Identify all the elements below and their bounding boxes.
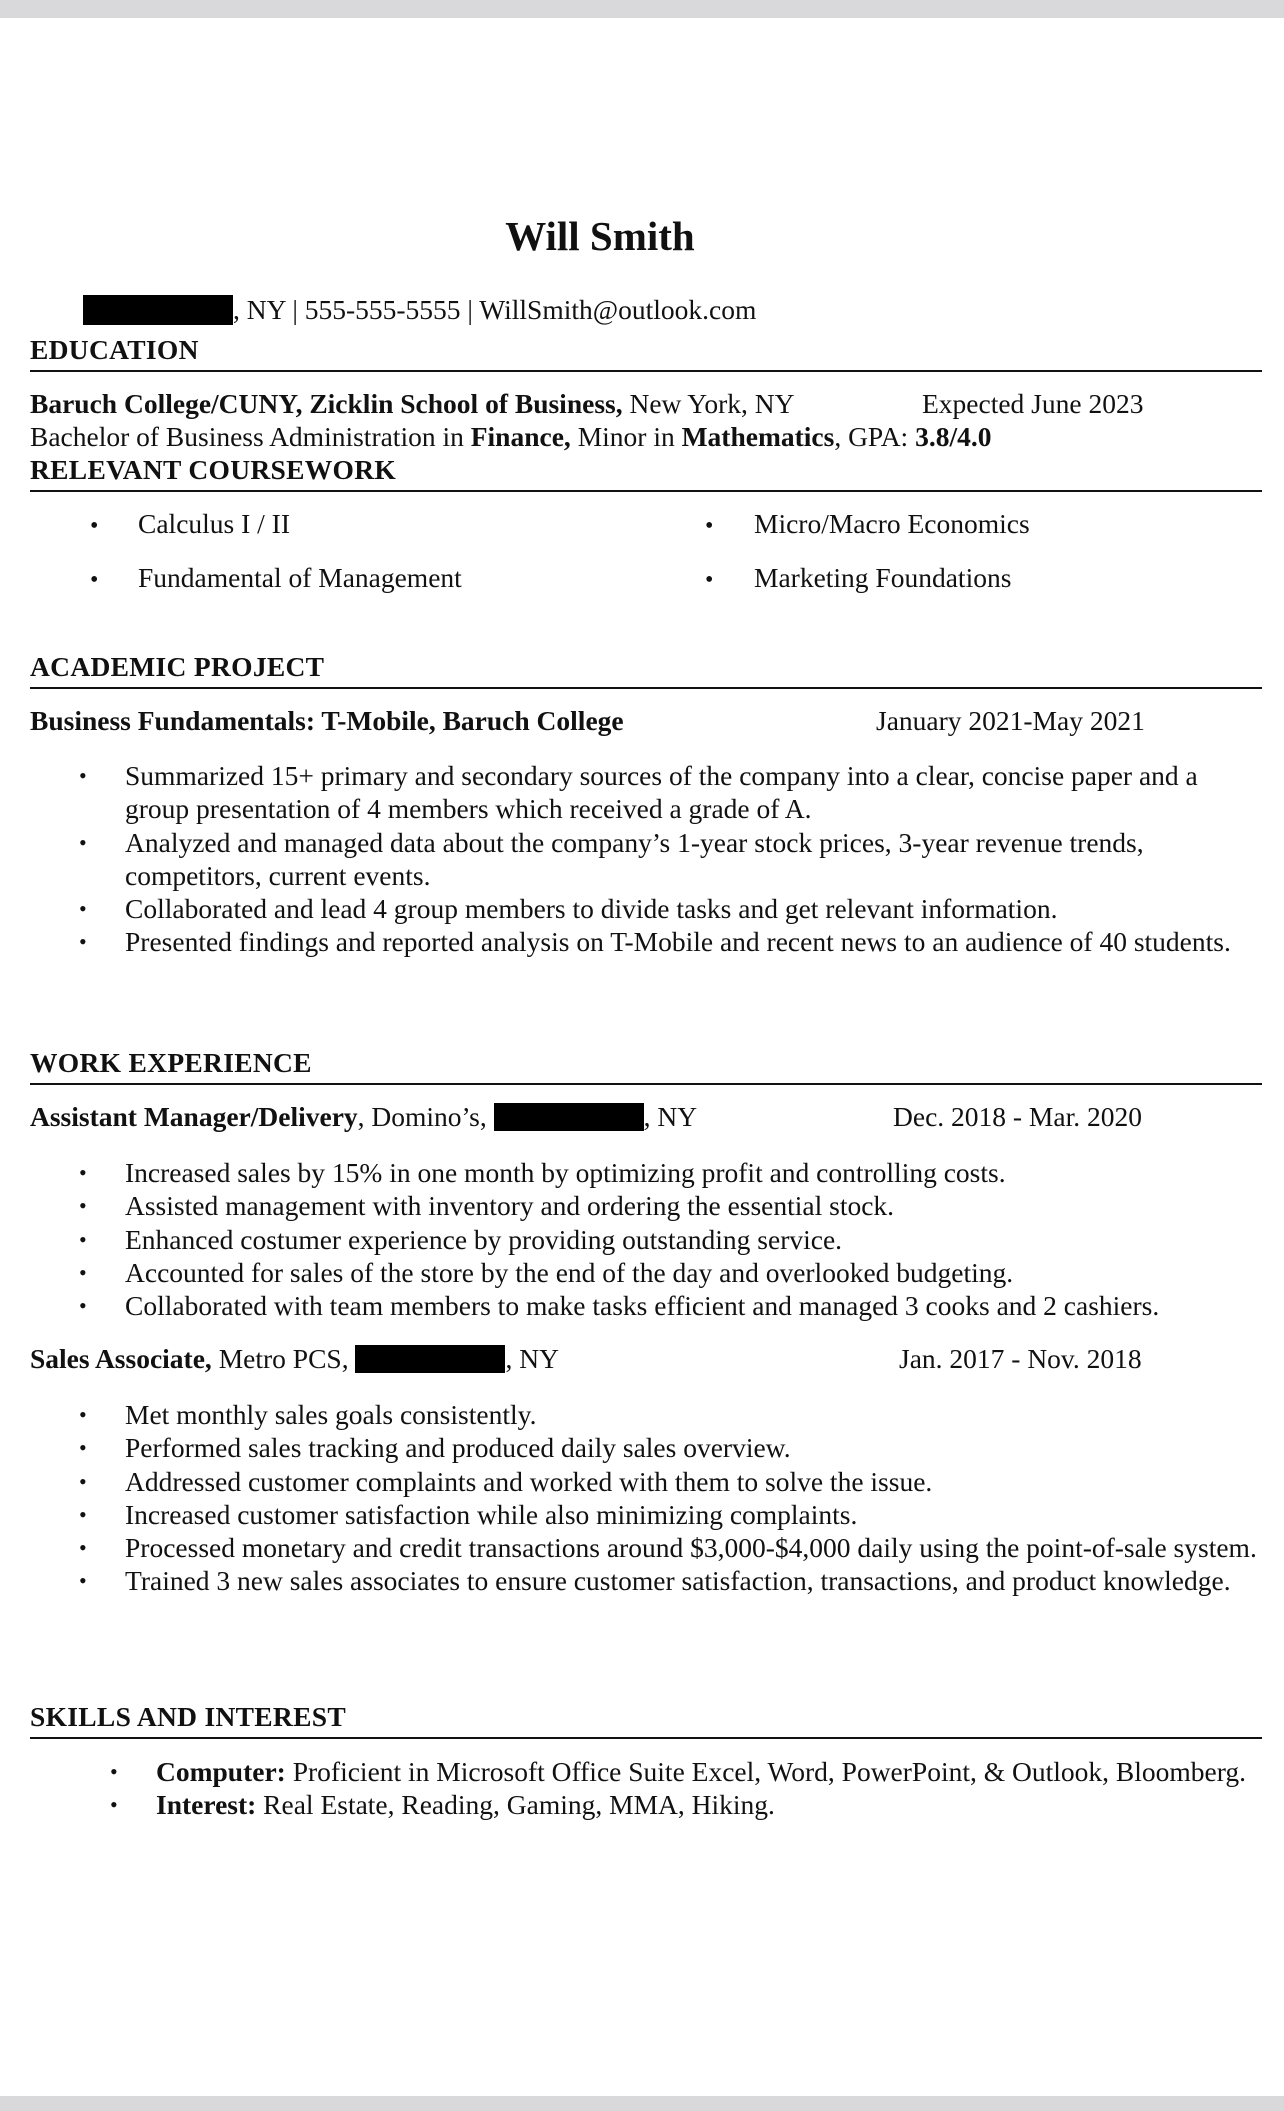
bullet: •	[705, 567, 714, 593]
list-item	[79, 1398, 1265, 1431]
degree-line	[30, 421, 991, 453]
bullet-text: Assisted management with inventory and ordering the essential stock.	[125, 1190, 895, 1222]
bullet-text: Processed monetary and credit transactions around $3,000-$4,000 daily using the point-of-sale system.	[125, 1532, 1257, 1564]
skills-list	[110, 1755, 1256, 1822]
job-company: , Domino’s,	[357, 1101, 494, 1132]
skill-label: Interest:	[156, 1789, 257, 1821]
education-school-line	[30, 388, 795, 420]
bullet: •	[79, 1468, 87, 1494]
bullet-text: Addressed customer complaints and worked with them to solve the issue.	[125, 1465, 933, 1497]
bullet-text: Collaborated with team members to make tasks efficient and managed 3 cooks and 2 cashiers.	[125, 1290, 1160, 1322]
list-item	[79, 1531, 1265, 1564]
bullet: •	[79, 1160, 87, 1185]
contact-details: , NY | 555-555-5555 | WillSmith@outlook.com	[233, 294, 757, 325]
bullet: •	[79, 1568, 87, 1594]
bullet: •	[79, 1402, 87, 1427]
skill-text: Proficient in Microsoft Office Suite Excel, Word, PowerPoint, & Outlook, Bloomberg.	[285, 1756, 1247, 1787]
minor-text: Minor in	[570, 421, 682, 452]
work-heading: WORK EXPERIENCE	[30, 1047, 312, 1078]
bullet-text: Performed sales tracking and produced daily sales overview.	[125, 1432, 791, 1464]
minor: Mathematics	[681, 421, 835, 452]
course-item: Calculus I / II	[138, 508, 290, 539]
redacted-city	[83, 295, 233, 325]
redacted-city	[494, 1103, 644, 1131]
list-item	[79, 1256, 1265, 1289]
gpa-label: , GPA:	[834, 421, 916, 452]
list-item	[79, 1564, 1265, 1597]
job-state: , NY	[505, 1343, 559, 1374]
job-date: Jan. 2017 - Nov. 2018	[899, 1343, 1142, 1374]
bullet-text: Presented findings and reported analysis on T-Mobile and recent news to an audience of 40 students.	[125, 926, 1231, 958]
bullet-text: Collaborated and lead 4 group members to divide tasks and get relevant information.	[125, 893, 1058, 925]
job-header	[30, 1101, 697, 1133]
bullet: •	[79, 896, 87, 922]
bullet: •	[79, 929, 87, 955]
redacted-city	[355, 1345, 505, 1373]
bullet-text: Enhanced costumer experience by providing outstanding service.	[125, 1223, 843, 1255]
bullet: •	[79, 1535, 87, 1561]
bullet: •	[110, 1792, 118, 1818]
candidate-name: Will Smith	[505, 213, 695, 259]
list-item	[110, 1788, 1256, 1821]
bullet-text: Increased customer satisfaction while also minimizing complaints.	[125, 1498, 858, 1530]
bullet: •	[90, 513, 99, 539]
education-rule	[30, 370, 1262, 372]
school-name: Baruch College/CUNY, Zicklin School of Business,	[30, 388, 623, 419]
job-bullets	[79, 1398, 1265, 1598]
bullet-text: Trained 3 new sales associates to ensure customer satisfaction, transactions, and product knowledge.	[125, 1565, 1231, 1597]
bullet-text: Analyzed and managed data about the company’s 1-year stock prices, 3-year revenue trends, competitors, current events.	[125, 826, 1144, 891]
project-date: January 2021-May 2021	[876, 705, 1145, 736]
skill-label: Computer:	[156, 1756, 286, 1787]
bullet: •	[79, 1193, 87, 1219]
list-item	[79, 1156, 1265, 1189]
list-item	[79, 925, 1265, 958]
bullet: •	[110, 1759, 118, 1784]
job-date: Dec. 2018 - Mar. 2020	[893, 1101, 1142, 1132]
bullet: •	[79, 1501, 87, 1527]
project-bullets	[79, 759, 1265, 959]
job-bullets	[79, 1156, 1265, 1322]
job-company: Metro PCS,	[211, 1343, 356, 1374]
course-item: Micro/Macro Economics	[754, 508, 1030, 539]
list-item	[110, 1755, 1256, 1788]
job-state: , NY	[643, 1101, 698, 1132]
coursework-heading: RELEVANT COURSEWORK	[30, 454, 397, 485]
degree-text: Bachelor of Business Administration in	[30, 421, 471, 452]
bullet: •	[79, 1435, 87, 1461]
bullet: •	[705, 513, 714, 539]
job-header	[30, 1343, 559, 1375]
work-rule	[30, 1083, 1262, 1085]
school-location: New York, NY	[622, 388, 795, 419]
job-title: Assistant Manager/Delivery	[30, 1101, 358, 1132]
project-rule	[30, 687, 1262, 689]
coursework-rule	[30, 490, 1262, 492]
skills-rule	[30, 1737, 1262, 1739]
list-item	[79, 826, 1265, 893]
bullet: •	[90, 567, 99, 593]
list-item	[79, 1431, 1265, 1464]
bullet-text: Increased sales by 15% in one month by optimizing profit and controlling costs.	[125, 1157, 1006, 1188]
bullet: •	[79, 1226, 87, 1252]
list-item	[79, 1465, 1265, 1498]
major: Finance,	[470, 421, 571, 452]
list-item	[79, 1223, 1265, 1256]
bullet-text: Summarized 15+ primary and secondary sources of the company into a clear, concise paper and a group presentation of 4 members which received a grade of A.	[125, 760, 1198, 825]
bullet: •	[79, 763, 87, 788]
course-item: Marketing Foundations	[754, 562, 1012, 593]
list-item	[79, 892, 1265, 925]
bullet: •	[79, 1293, 87, 1319]
list-item	[79, 1498, 1265, 1531]
skill-text: Real Estate, Reading, Gaming, MMA, Hiking.	[256, 1789, 775, 1821]
job-title: Sales Associate,	[30, 1343, 212, 1374]
list-item	[79, 1289, 1265, 1322]
education-date: Expected June 2023	[922, 388, 1144, 419]
bullet: •	[79, 1259, 87, 1285]
bullet-text: Accounted for sales of the store by the end of the day and overlooked budgeting.	[125, 1256, 1014, 1288]
resume-page	[0, 18, 1284, 2096]
gpa-value: 3.8/4.0	[915, 421, 992, 452]
skills-heading: SKILLS AND INTEREST	[30, 1701, 346, 1732]
project-title: Business Fundamentals: T-Mobile, Baruch College	[30, 705, 624, 736]
education-heading: EDUCATION	[30, 334, 199, 365]
list-item	[79, 759, 1265, 826]
bullet: •	[79, 829, 87, 855]
list-item	[79, 1189, 1265, 1222]
contact-line	[83, 294, 756, 326]
bullet-text: Met monthly sales goals consistently.	[125, 1399, 537, 1430]
project-heading: ACADEMIC PROJECT	[30, 651, 325, 682]
course-item: Fundamental of Management	[138, 562, 462, 593]
